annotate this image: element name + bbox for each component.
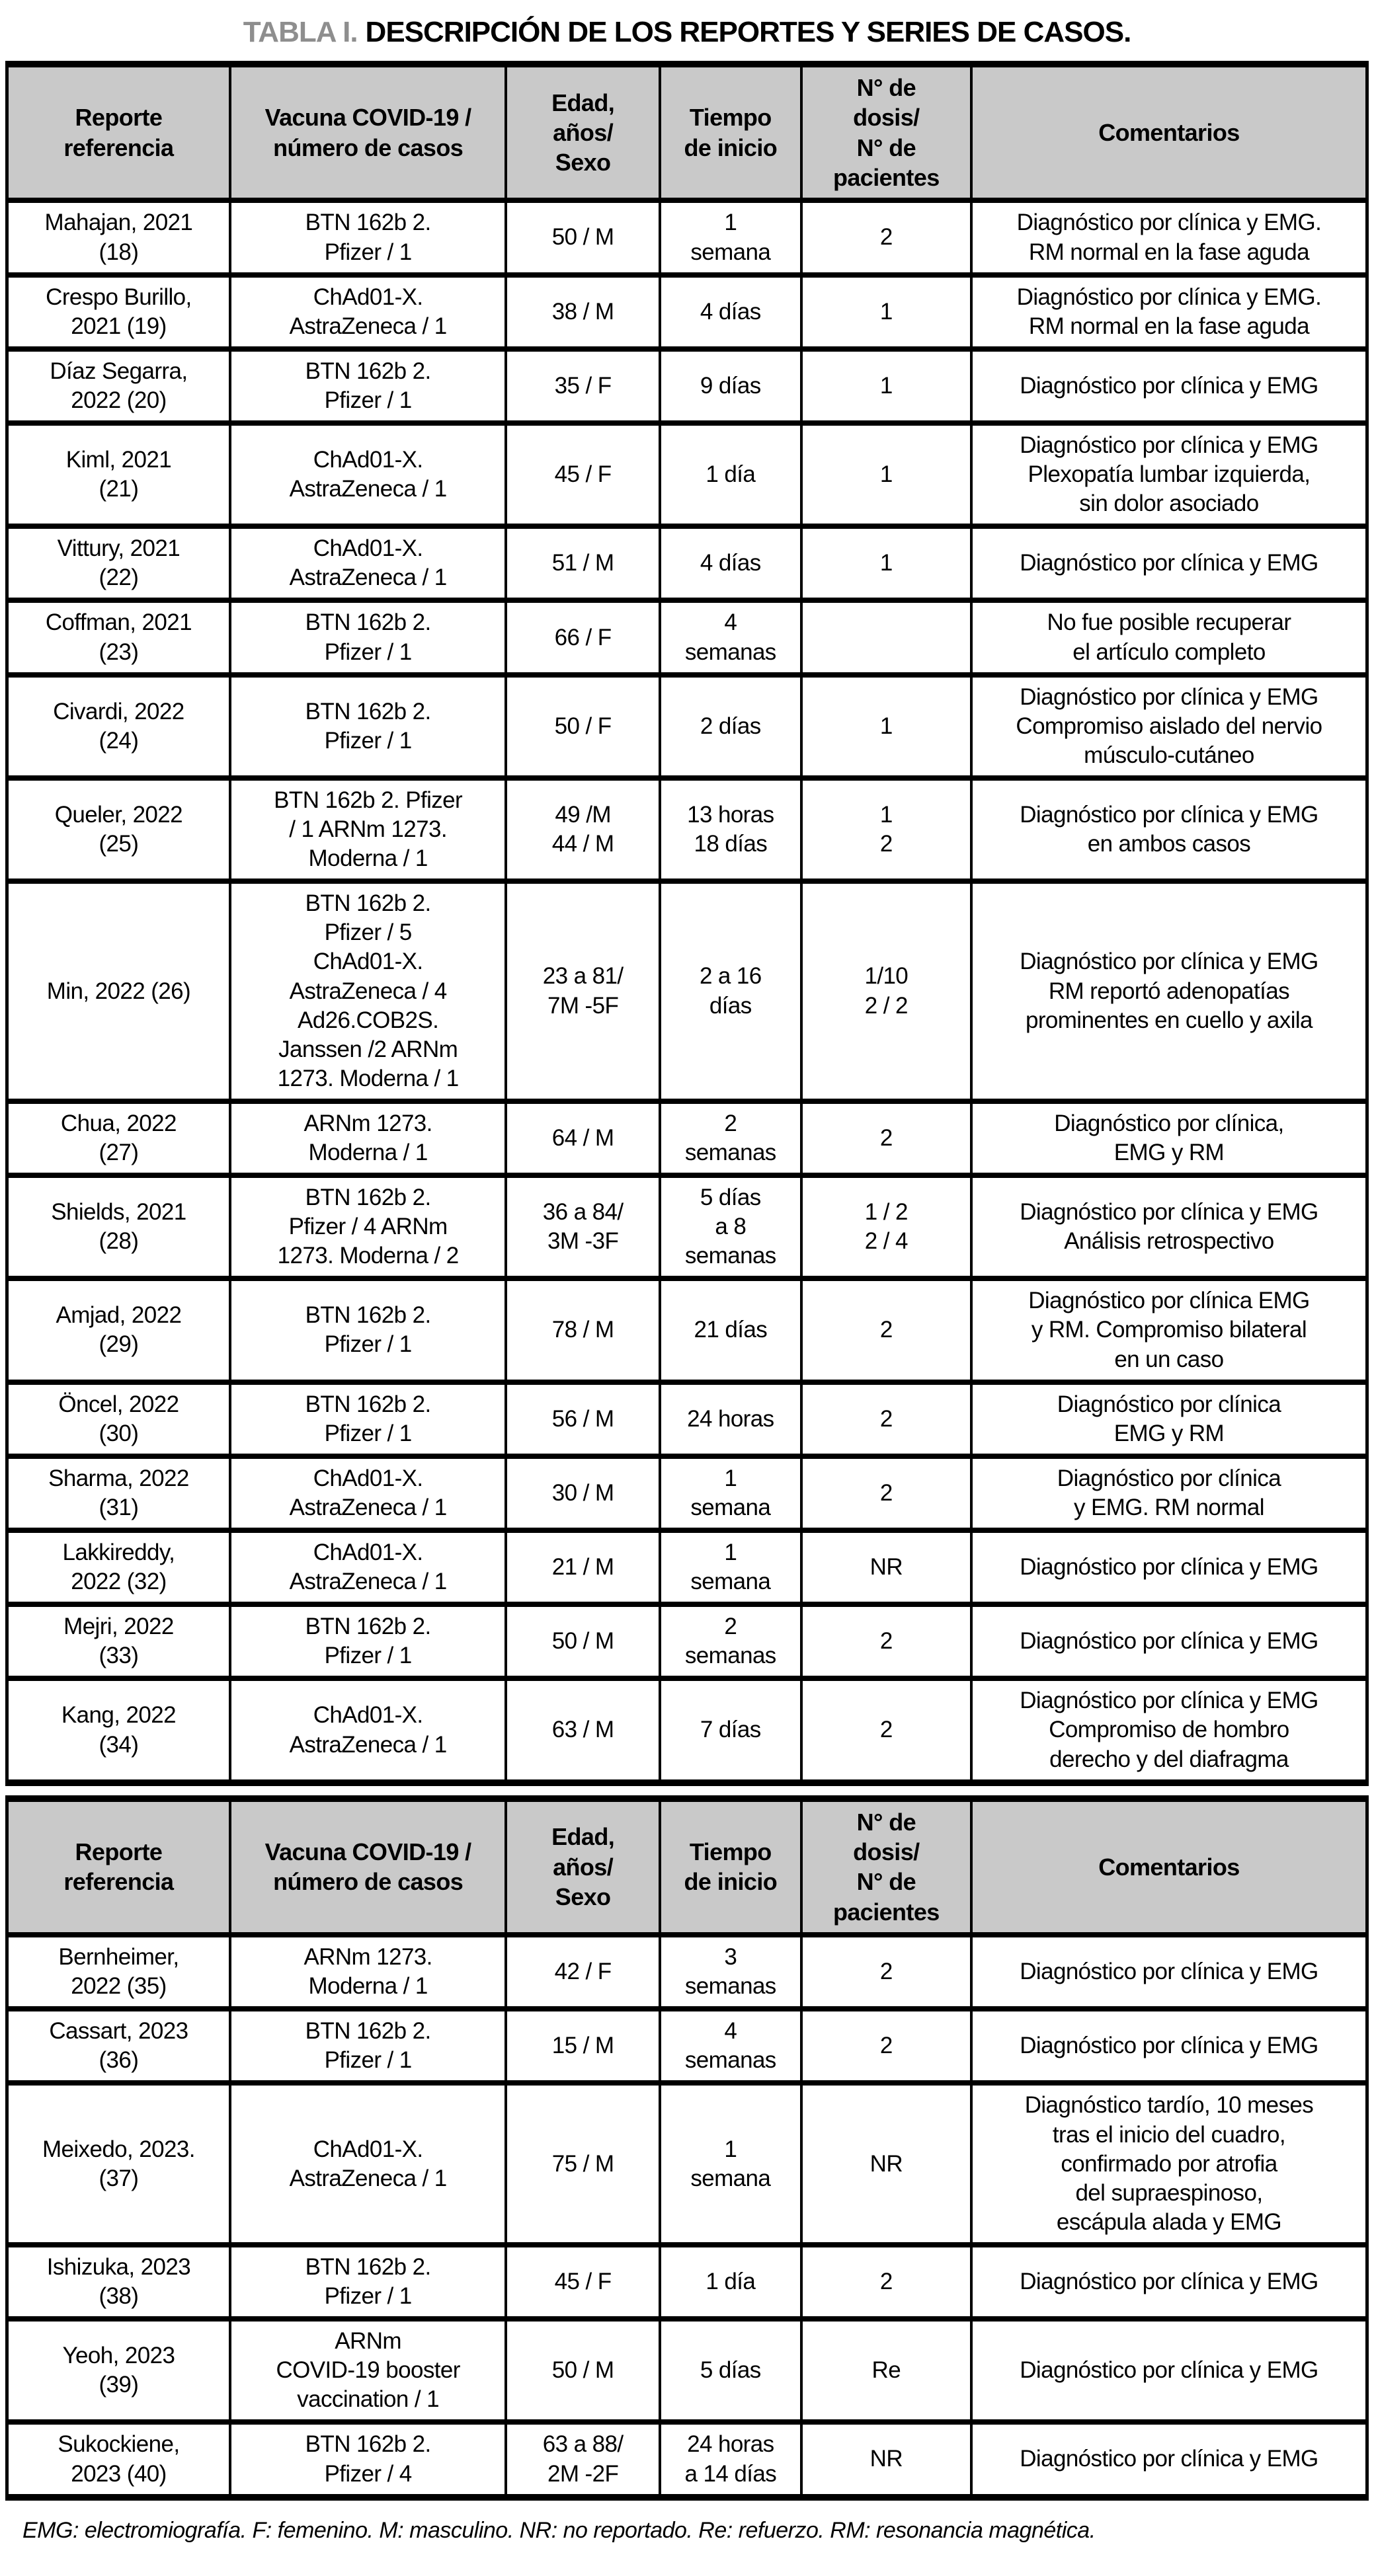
cell: 1 bbox=[801, 526, 971, 600]
cell: 38 / M bbox=[506, 275, 659, 349]
cell: 2 bbox=[801, 1456, 971, 1530]
cases-table-part-1 bbox=[5, 61, 1369, 1786]
cell: 15 / M bbox=[506, 2009, 659, 2083]
cell: ChAd01-X. AstraZeneca / 1 bbox=[230, 1530, 506, 1604]
cell: 24 horas bbox=[660, 1382, 801, 1456]
cell: Diagnóstico por clínica y EMG RM reportó adenopatías prominentes en cuello y axila bbox=[971, 881, 1367, 1101]
cell: Diagnóstico por clínica y EMG. RM normal bbox=[971, 1456, 1367, 1530]
cell: 1 semana bbox=[660, 1456, 801, 1530]
cell: Diagnóstico por clínica y EMG bbox=[971, 2422, 1367, 2497]
cell: 1 semana bbox=[660, 2083, 801, 2244]
cases-table-part-2 bbox=[5, 1795, 1369, 2501]
cell: 2 semanas bbox=[660, 1604, 801, 1678]
cell: 50 / M bbox=[506, 1604, 659, 1678]
cell: No fue posible recuperar el artículo completo bbox=[971, 600, 1367, 674]
cell: ARNm 1273. Moderna / 1 bbox=[230, 1935, 506, 2009]
cell: 1 día bbox=[660, 2245, 801, 2319]
table-row bbox=[7, 600, 1367, 674]
cell: Amjad, 2022 (29) bbox=[7, 1278, 230, 1382]
cell: Diagnóstico por clínica y EMG bbox=[971, 2245, 1367, 2319]
cell: Crespo Burillo, 2021 (19) bbox=[7, 275, 230, 349]
table-title-label: TABLA I. bbox=[243, 16, 358, 48]
cell: 75 / M bbox=[506, 2083, 659, 2244]
cell: Diagnóstico por clínica y EMG bbox=[971, 1530, 1367, 1604]
cell: 21 días bbox=[660, 1278, 801, 1382]
cell: 2 bbox=[801, 1101, 971, 1175]
cell: 1 / 2 2 / 4 bbox=[801, 1175, 971, 1278]
cell: Diagnóstico por clínica y EMG bbox=[971, 2319, 1367, 2422]
table-row bbox=[7, 1382, 1367, 1456]
cell: ChAd01-X. AstraZeneca / 1 bbox=[230, 526, 506, 600]
cell: 78 / M bbox=[506, 1278, 659, 1382]
table-title bbox=[5, 16, 1369, 49]
cell: 1 bbox=[801, 349, 971, 423]
cell: ChAd01-X. AstraZeneca / 1 bbox=[230, 1678, 506, 1782]
column-header: N° de dosis/ N° de pacientes bbox=[801, 64, 971, 200]
cell: Bernheimer, 2022 (35) bbox=[7, 1935, 230, 2009]
cell: NR bbox=[801, 2422, 971, 2497]
cell: 1 bbox=[801, 275, 971, 349]
cell: Cassart, 2023 (36) bbox=[7, 2009, 230, 2083]
cell: BTN 162b 2. Pfizer / 1 bbox=[230, 600, 506, 674]
cell: 5 días a 8 semanas bbox=[660, 1175, 801, 1278]
cell: 63 a 88/ 2M -2F bbox=[506, 2422, 659, 2497]
table-row bbox=[7, 275, 1367, 349]
cell: BTN 162b 2. Pfizer / 1 bbox=[230, 200, 506, 274]
cell: Mahajan, 2021 (18) bbox=[7, 200, 230, 274]
cell: Diagnóstico por clínica y EMG bbox=[971, 1935, 1367, 2009]
cell: 21 / M bbox=[506, 1530, 659, 1604]
cell: 2 bbox=[801, 1935, 971, 2009]
table-row bbox=[7, 423, 1367, 526]
table-row bbox=[7, 2083, 1367, 2244]
cell: 63 / M bbox=[506, 1678, 659, 1782]
cell: 13 horas 18 días bbox=[660, 778, 801, 881]
cell: ChAd01-X. AstraZeneca / 1 bbox=[230, 423, 506, 526]
cell: 50 / M bbox=[506, 2319, 659, 2422]
table-row bbox=[7, 2009, 1367, 2083]
cell: 1 semana bbox=[660, 1530, 801, 1604]
cell: 4 semanas bbox=[660, 600, 801, 674]
cell: Diagnóstico por clínica y EMG Plexopatía lumbar izquierda, sin dolor asociado bbox=[971, 423, 1367, 526]
cell: 56 / M bbox=[506, 1382, 659, 1456]
cell: NR bbox=[801, 1530, 971, 1604]
column-header: Edad, años/ Sexo bbox=[506, 64, 659, 200]
cell bbox=[801, 600, 971, 674]
cell: 4 semanas bbox=[660, 2009, 801, 2083]
cell: Diagnóstico por clínica y EMG Compromiso aislado del nervio músculo-cutáneo bbox=[971, 675, 1367, 778]
cell: Diagnóstico tardío, 10 meses tras el inicio del cuadro, confirmado por atrofia del supraespinoso, escápula alada y EMG bbox=[971, 2083, 1367, 2244]
table-row bbox=[7, 2245, 1367, 2319]
cell: 42 / F bbox=[506, 1935, 659, 2009]
cell: Diagnóstico por clínica EMG y RM. Compromiso bilateral en un caso bbox=[971, 1278, 1367, 1382]
column-header: Vacuna COVID-19 / número de casos bbox=[230, 64, 506, 200]
cell: 1 día bbox=[660, 423, 801, 526]
cell: 30 / M bbox=[506, 1456, 659, 1530]
cell: 1 bbox=[801, 675, 971, 778]
column-header: Vacuna COVID-19 / número de casos bbox=[230, 1799, 506, 1935]
table-row bbox=[7, 526, 1367, 600]
column-header: Comentarios bbox=[971, 1799, 1367, 1935]
column-header: Tiempo de inicio bbox=[660, 64, 801, 200]
cell: 4 días bbox=[660, 526, 801, 600]
table-row bbox=[7, 675, 1367, 778]
table-row bbox=[7, 778, 1367, 881]
table-row bbox=[7, 2319, 1367, 2422]
cell: Díaz Segarra, 2022 (20) bbox=[7, 349, 230, 423]
cell: 2 días bbox=[660, 675, 801, 778]
cell: 35 / F bbox=[506, 349, 659, 423]
cell: BTN 162b 2. Pfizer / 1 bbox=[230, 1382, 506, 1456]
cell: 4 días bbox=[660, 275, 801, 349]
cell: BTN 162b 2. Pfizer / 5 ChAd01-X. AstraZeneca / 4 Ad26.COB2S. Janssen /2 ARNm 1273. Moderna / 1 bbox=[230, 881, 506, 1101]
cell: BTN 162b 2. Pfizer / 1 bbox=[230, 349, 506, 423]
cell: Diagnóstico por clínica y EMG Análisis retrospectivo bbox=[971, 1175, 1367, 1278]
table-row bbox=[7, 1935, 1367, 2009]
cell: 66 / F bbox=[506, 600, 659, 674]
footnote-abbreviations: EMG: electromiografía. F: femenino. M: masculino. NR: no reportado. Re: refuerzo. RM: resonancia magnética. bbox=[22, 2517, 1096, 2543]
cell: BTN 162b 2. Pfizer / 1 bbox=[230, 2009, 506, 2083]
cell: BTN 162b 2. Pfizer / 1 bbox=[230, 1278, 506, 1382]
cell: 9 días bbox=[660, 349, 801, 423]
table-row bbox=[7, 2422, 1367, 2497]
cell: 24 horas a 14 días bbox=[660, 2422, 801, 2497]
cell: 2 bbox=[801, 1278, 971, 1382]
cell: 7 días bbox=[660, 1678, 801, 1782]
column-header: Comentarios bbox=[971, 64, 1367, 200]
cell: BTN 162b 2. Pfizer / 1 bbox=[230, 1604, 506, 1678]
table-title-text: DESCRIPCIÓN DE LOS REPORTES Y SERIES DE CASOS. bbox=[365, 16, 1131, 48]
table-row bbox=[7, 1456, 1367, 1530]
cell: 2 bbox=[801, 2009, 971, 2083]
cell: Diagnóstico por clínica EMG y RM bbox=[971, 1382, 1367, 1456]
cell: 45 / F bbox=[506, 423, 659, 526]
cell: 1 semana bbox=[660, 200, 801, 274]
cell: 45 / F bbox=[506, 2245, 659, 2319]
cell: 2 bbox=[801, 1604, 971, 1678]
table-row bbox=[7, 1101, 1367, 1175]
cell: 1/10 2 / 2 bbox=[801, 881, 971, 1101]
cell: 1 bbox=[801, 423, 971, 526]
column-header: Reporte referencia bbox=[7, 64, 230, 200]
table-row bbox=[7, 881, 1367, 1101]
cell: Diagnóstico por clínica y EMG en ambos casos bbox=[971, 778, 1367, 881]
column-header: N° de dosis/ N° de pacientes bbox=[801, 1799, 971, 1935]
table-section-2 bbox=[7, 1799, 1367, 2497]
cell: BTN 162b 2. Pfizer / 4 ARNm 1273. Moderna / 2 bbox=[230, 1175, 506, 1278]
cell: ARNm COVID-19 booster vaccination / 1 bbox=[230, 2319, 506, 2422]
cell: Öncel, 2022 (30) bbox=[7, 1382, 230, 1456]
cell: 3 semanas bbox=[660, 1935, 801, 2009]
cell: Vittury, 2021 (22) bbox=[7, 526, 230, 600]
column-header: Tiempo de inicio bbox=[660, 1799, 801, 1935]
cell: 23 a 81/ 7M -5F bbox=[506, 881, 659, 1101]
cell: ChAd01-X. AstraZeneca / 1 bbox=[230, 275, 506, 349]
table-row bbox=[7, 1530, 1367, 1604]
cell: Diagnóstico por clínica, EMG y RM bbox=[971, 1101, 1367, 1175]
cell: 49 /M 44 / M bbox=[506, 778, 659, 881]
cell: Coffman, 2021 (23) bbox=[7, 600, 230, 674]
cell: 50 / F bbox=[506, 675, 659, 778]
cell: 50 / M bbox=[506, 200, 659, 274]
table-row bbox=[7, 200, 1367, 274]
cell: Kiml, 2021 (21) bbox=[7, 423, 230, 526]
cell: Diagnóstico por clínica y EMG. RM normal en la fase aguda bbox=[971, 200, 1367, 274]
cell: BTN 162b 2. Pfizer / 4 bbox=[230, 2422, 506, 2497]
cell: Diagnóstico por clínica y EMG. RM normal en la fase aguda bbox=[971, 275, 1367, 349]
cell: Queler, 2022 (25) bbox=[7, 778, 230, 881]
cell: ChAd01-X. AstraZeneca / 1 bbox=[230, 1456, 506, 1530]
cell: Diagnóstico por clínica y EMG bbox=[971, 526, 1367, 600]
header-row bbox=[7, 64, 1367, 200]
cell: 2 a 16 días bbox=[660, 881, 801, 1101]
cell: Mejri, 2022 (33) bbox=[7, 1604, 230, 1678]
column-header: Reporte referencia bbox=[7, 1799, 230, 1935]
header-row bbox=[7, 1799, 1367, 1935]
cell: 2 bbox=[801, 2245, 971, 2319]
cell: Sharma, 2022 (31) bbox=[7, 1456, 230, 1530]
cell: Diagnóstico por clínica y EMG Compromiso de hombro derecho y del diafragma bbox=[971, 1678, 1367, 1782]
cell: 2 semanas bbox=[660, 1101, 801, 1175]
cell: 64 / M bbox=[506, 1101, 659, 1175]
table-row bbox=[7, 1604, 1367, 1678]
cell: Re bbox=[801, 2319, 971, 2422]
cell: 1 2 bbox=[801, 778, 971, 881]
cell: BTN 162b 2. Pfizer / 1 bbox=[230, 675, 506, 778]
cell: Min, 2022 (26) bbox=[7, 881, 230, 1101]
cell: Lakkireddy, 2022 (32) bbox=[7, 1530, 230, 1604]
cell: Diagnóstico por clínica y EMG bbox=[971, 349, 1367, 423]
table-section-1 bbox=[7, 64, 1367, 1783]
cell: BTN 162b 2. Pfizer / 1 ARNm 1273. Moderna / 1 bbox=[230, 778, 506, 881]
cell: NR bbox=[801, 2083, 971, 2244]
cell: ChAd01-X. AstraZeneca / 1 bbox=[230, 2083, 506, 2244]
cell: Sukockiene, 2023 (40) bbox=[7, 2422, 230, 2497]
table-row bbox=[7, 1175, 1367, 1278]
cell: Diagnóstico por clínica y EMG bbox=[971, 1604, 1367, 1678]
cell: 36 a 84/ 3M -3F bbox=[506, 1175, 659, 1278]
cell: Chua, 2022 (27) bbox=[7, 1101, 230, 1175]
table-row bbox=[7, 1678, 1367, 1782]
cell: 2 bbox=[801, 1382, 971, 1456]
cell: Shields, 2021 (28) bbox=[7, 1175, 230, 1278]
cell: 51 / M bbox=[506, 526, 659, 600]
cell: 2 bbox=[801, 200, 971, 274]
table-row bbox=[7, 1278, 1367, 1382]
cell: 2 bbox=[801, 1678, 971, 1782]
column-header: Edad, años/ Sexo bbox=[506, 1799, 659, 1935]
cell: Diagnóstico por clínica y EMG bbox=[971, 2009, 1367, 2083]
cell: Ishizuka, 2023 (38) bbox=[7, 2245, 230, 2319]
cell: Meixedo, 2023. (37) bbox=[7, 2083, 230, 2244]
cell: Kang, 2022 (34) bbox=[7, 1678, 230, 1782]
cell: Civardi, 2022 (24) bbox=[7, 675, 230, 778]
table-row bbox=[7, 349, 1367, 423]
cell: ARNm 1273. Moderna / 1 bbox=[230, 1101, 506, 1175]
cell: 5 días bbox=[660, 2319, 801, 2422]
cell: Yeoh, 2023 (39) bbox=[7, 2319, 230, 2422]
cell: BTN 162b 2. Pfizer / 1 bbox=[230, 2245, 506, 2319]
